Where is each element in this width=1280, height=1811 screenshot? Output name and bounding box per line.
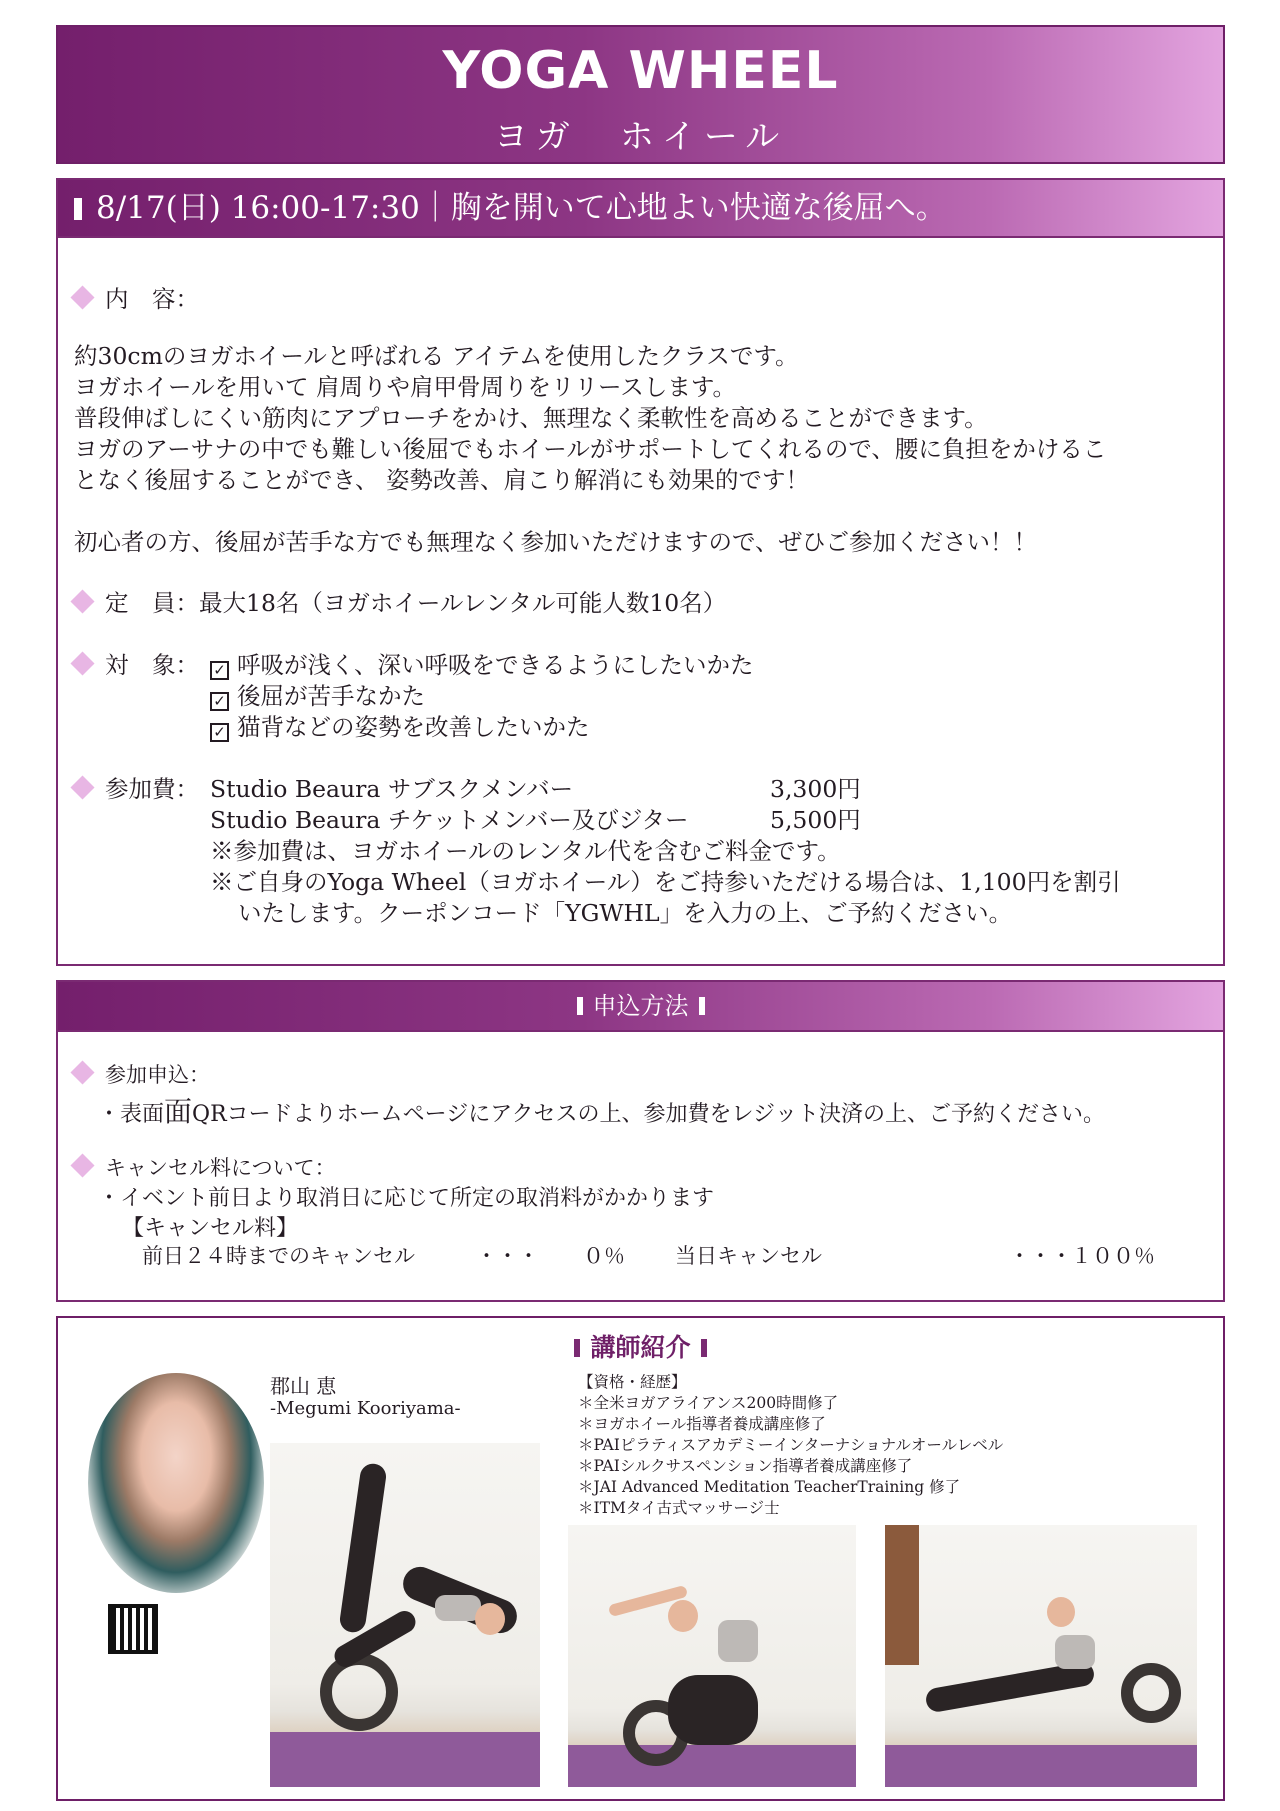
event-headline-bar	[58, 180, 1223, 238]
description-line: 普段伸ばしにくい筋肉にアプローチをかけ、無理なく柔軟性を高めることができます。	[74, 404, 988, 432]
diamond-icon	[70, 589, 94, 613]
cancel-rate: ０％	[583, 1244, 625, 1268]
description-line: 約30cmのヨガホイールと呼ばれる アイテムを使用したクラスです。	[74, 342, 799, 370]
figure-top	[718, 1620, 758, 1662]
fee-price: 3,300円	[770, 775, 861, 803]
yoga-photo-cobra	[885, 1525, 1197, 1787]
instructor-portrait	[88, 1373, 264, 1593]
join-text-part: 面	[164, 1095, 193, 1128]
fee-row	[74, 770, 199, 804]
career-label: 【資格・経歴】	[578, 1373, 687, 1391]
door	[885, 1525, 919, 1665]
career-item: ＊ヨガホイール指導者養成講座修了	[578, 1415, 826, 1433]
join-text-part: QRコードよりホームページにアクセスの上、参加費をレジット決済の上、ご予約ください。	[192, 1102, 1105, 1127]
target-item	[210, 677, 425, 711]
cancel-rate: １００％	[1071, 1244, 1155, 1268]
target-item	[210, 646, 754, 680]
yoga-photo-standing-split	[270, 1443, 540, 1787]
instructor-heading-row	[58, 1328, 1223, 1364]
cancel-subhead: 【キャンセル料】	[122, 1216, 299, 1241]
content-label-row	[74, 280, 199, 314]
diamond-icon	[70, 285, 94, 309]
target-item	[210, 708, 590, 742]
diamond-icon	[70, 1060, 94, 1084]
yoga-mat	[270, 1732, 540, 1787]
fee-note: ※ご自身のYoga Wheel（ヨガホイール）をご持参いただける場合は、1,100円を割引	[210, 868, 1121, 896]
capacity-row	[74, 584, 726, 618]
bar-marker-icon	[701, 1339, 707, 1357]
cancel-label: キャンセル料について：	[105, 1156, 336, 1180]
bar-marker-icon	[577, 997, 583, 1015]
figure-head	[1047, 1597, 1075, 1627]
content-label: 内 容：	[105, 285, 199, 313]
fee-price: 5,500円	[770, 806, 861, 834]
fee-note: ※参加費は、ヨガホイールのレンタル代を含むご料金です。	[210, 837, 841, 865]
instructor-name-ja: 郡山 恵	[270, 1374, 337, 1398]
target-text: 後屈が苦手なかた	[237, 682, 425, 710]
diamond-icon	[70, 775, 94, 799]
qr-code[interactable]	[108, 1604, 158, 1654]
figure-head	[668, 1600, 698, 1632]
yoga-mat	[885, 1745, 1197, 1787]
figure-legs	[668, 1675, 758, 1745]
figure-leg	[338, 1462, 387, 1634]
cancel-label-row	[74, 1152, 336, 1182]
target-label: 対 象：	[105, 651, 199, 679]
description-line: ヨガホイールを用いて 肩周りや肩甲骨周りをリリースします。	[74, 373, 736, 401]
career-item: ＊全米ヨガアライアンス200時間修了	[578, 1394, 839, 1412]
title-banner	[56, 25, 1225, 164]
career-item: ＊PAIピラティスアカデミーインターナショナルオールレベル	[578, 1436, 1004, 1454]
beginner-note: 初心者の方、後屈が苦手な方でも無理なく参加いただけますので、ぜひご参加ください！！	[74, 528, 1038, 556]
capacity-value: 最大18名（ヨガホイールレンタル可能人数10名）	[199, 589, 727, 617]
cancel-text: ・イベント前日より取消日に応じて所定の取消料がかかります	[98, 1186, 715, 1211]
yoga-photo-kneeling-backbend	[568, 1525, 856, 1787]
fee-note: いたします。クーポンコード「YGWHL」を入力の上、ご予約ください。	[238, 899, 1013, 927]
checkbox-checked-icon: ✓	[210, 723, 229, 742]
career-item: ＊ITMタイ古式マッサージ士	[578, 1499, 780, 1517]
target-text: 呼吸が浅く、深い呼吸をできるようにしたいかた	[237, 651, 754, 679]
diamond-icon	[70, 1153, 94, 1177]
cancel-term: 前日２４時までのキャンセル	[142, 1244, 415, 1268]
target-text: 猫背などの姿勢を改善したいかた	[237, 713, 590, 741]
instructor-section	[56, 1316, 1225, 1801]
application-section	[56, 980, 1225, 1302]
yoga-wheel	[320, 1653, 398, 1731]
figure-head	[475, 1603, 505, 1635]
career-item: ＊JAI Advanced Meditation TeacherTraining 修了	[578, 1478, 961, 1496]
yoga-wheel	[1121, 1663, 1181, 1723]
bar-marker-icon	[74, 198, 82, 220]
target-row	[74, 646, 199, 680]
checkbox-checked-icon: ✓	[210, 692, 229, 711]
description-line: ヨガのアーサナの中でも難しい後屈でもホイールがサポートしてくれるので、腰に負担をかけるこ	[74, 435, 1107, 463]
cancel-term: 当日キャンセル	[675, 1244, 822, 1268]
fee-name: Studio Beaura サブスクメンバー	[210, 775, 574, 803]
join-label-row	[74, 1059, 210, 1089]
bar-marker-icon	[699, 997, 705, 1015]
instructor-name-en: -Megumi Kooriyama-	[270, 1398, 461, 1419]
application-heading: 申込方法	[592, 992, 689, 1020]
title-english: YOGA WHEEL	[442, 41, 839, 101]
figure-top	[1055, 1635, 1095, 1669]
bar-marker-icon	[574, 1339, 580, 1357]
yoga-mat	[568, 1745, 856, 1787]
join-text-part: ・表面	[98, 1102, 165, 1127]
diamond-icon	[70, 651, 94, 675]
title-japanese: ヨガ ホイール	[493, 117, 788, 157]
cancel-dots: ・・・	[476, 1244, 539, 1268]
join-label: 参加申込：	[105, 1063, 210, 1087]
fee-name: Studio Beaura チケットメンバー及びジター	[210, 806, 689, 834]
event-details-section	[56, 178, 1225, 966]
event-headline: 8/17(日) 16:00-17:30｜胸を開いて心地よい快適な後屈へ。	[96, 190, 947, 226]
fee-label: 参加費：	[105, 775, 199, 803]
checkbox-checked-icon: ✓	[210, 661, 229, 680]
career-item: ＊PAIシルクサスペンション指導者養成講座修了	[578, 1457, 913, 1475]
description-line: となく後屈することができ、 姿勢改善、肩こり解消にも効果的です！	[74, 466, 810, 494]
capacity-label: 定 員：	[105, 589, 199, 617]
instructor-heading: 講師紹介	[590, 1333, 691, 1362]
join-text	[98, 1090, 1105, 1130]
application-heading-bar	[58, 982, 1223, 1032]
cancel-dots: ・・・	[1009, 1244, 1072, 1268]
